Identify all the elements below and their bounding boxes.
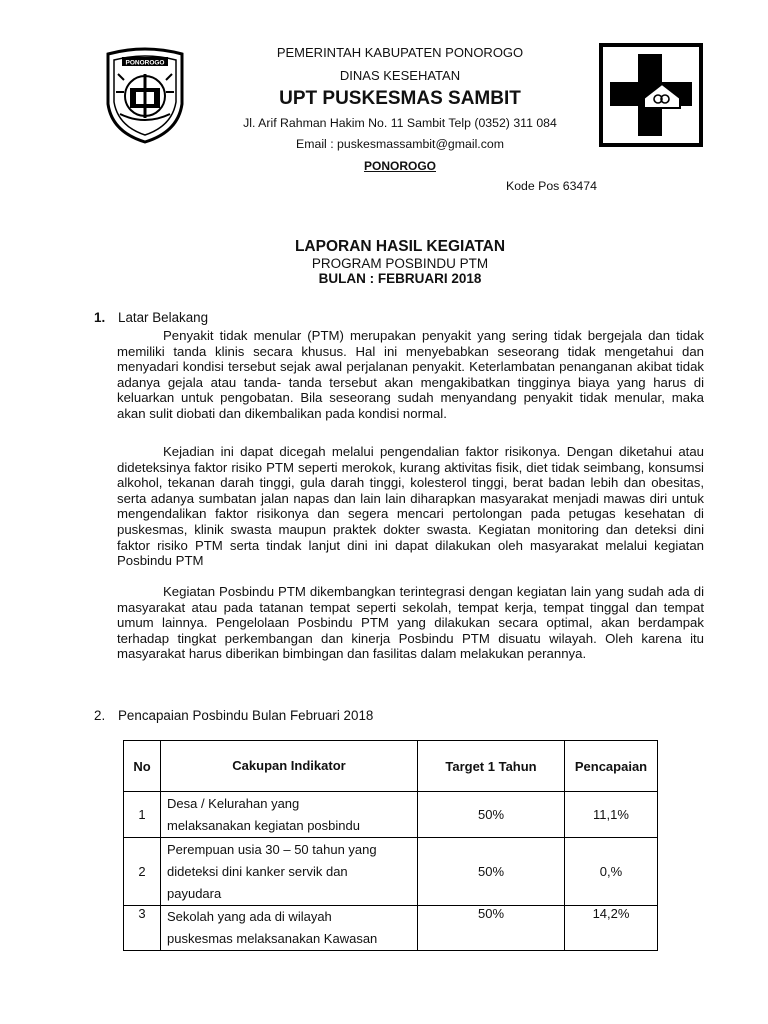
- section-1-title: Latar Belakang: [118, 310, 209, 325]
- achievement-cell: 0,%: [565, 838, 658, 906]
- achievement-cell: 14,2%: [565, 906, 658, 951]
- paragraph-3: Kegiatan Posbindu PTM dikembangkan terintegrasi dengan kegiatan lain yang sudah ada di masyarakat atau pada tatanan tempat seperti sekolah, tempat kerja, tempat tinggal dan tempat umum lainnya. Pengelolaan Posbindu PTM yang dilakukan secara optimal, akan berdampak terhadap tingkat perkembangan dan kinerja Posbindu PTM disuatu wilayah. Oleh karena itu masyarakat harus diberikan bimbingan dan fasilitas dalam melakukan perannya.: [117, 584, 704, 662]
- section-1-number: 1.: [94, 310, 106, 325]
- government-name: PEMERINTAH KABUPATEN PONOROGO: [276, 45, 524, 60]
- row-number: 1: [124, 792, 161, 838]
- indicator-line: Desa / Kelurahan yang: [167, 795, 300, 811]
- indicator-cell: [161, 906, 418, 951]
- column-header-indicator: Cakupan Indikator: [161, 741, 418, 792]
- column-header-no: No: [124, 741, 161, 792]
- indicator-cell: [161, 838, 418, 906]
- indicator-line: melaksanakan kegiatan posbindu: [167, 817, 360, 833]
- email-address: Email : puskesmassambit@gmail.com: [296, 137, 504, 151]
- indicator-line: Sekolah yang ada di wilayah: [167, 909, 332, 924]
- table-row: [124, 906, 658, 951]
- row-number: 3: [124, 906, 161, 951]
- paragraph-1: Penyakit tidak menular (PTM) merupakan penyakit yang sering tidak bergejala dan tidak memiliki tanda klinis secara khusus. Hal ini menyebabkan seseorang tidak mengetahui dan menyadari kondisi tersebut sejak awal perjalanan penyakit. Keterlambatan penanganan akibat tidak adanya gejala atau tanda- tanda tersebut akan mengakibatkan tingginya biaya yang harus di keluarkan untuk pengobatan. Bila seseorang sudah menyandang penyakit tidak menular, maka akan sulit diobati dan dikembalikan pada kondisi normal.: [117, 328, 704, 421]
- logo-caption: PONOROGO: [125, 59, 165, 67]
- puskesmas-logo: [598, 42, 704, 148]
- table-header-row: [124, 741, 658, 792]
- address: Jl. Arif Rahman Hakim No. 11 Sambit Telp (0352) 311 084: [243, 116, 557, 130]
- indicator-line: puskesmas melaksanakan Kawasan: [167, 931, 378, 946]
- report-title: LAPORAN HASIL KEGIATAN: [294, 238, 506, 255]
- ponorogo-emblem-logo: [100, 44, 190, 144]
- row-number: 2: [124, 838, 161, 906]
- column-header-achievement: Pencapaian: [565, 741, 658, 792]
- report-subtitle: PROGRAM POSBINDU PTM: [311, 256, 489, 271]
- city-name: PONOROGO: [363, 159, 436, 173]
- section-2-number: 2.: [94, 708, 106, 723]
- puskesmas-name: UPT PUSKESMAS SAMBIT: [279, 88, 521, 109]
- target-cell: 50%: [418, 838, 565, 906]
- achievement-table: [123, 740, 658, 951]
- section-2-title: Pencapaian Posbindu Bulan Februari 2018: [118, 708, 374, 723]
- target-cell: 50%: [418, 792, 565, 838]
- medical-cross-icon: [598, 42, 704, 148]
- achievement-cell: 11,1%: [565, 792, 658, 838]
- postcode: Kode Pos 63474: [506, 179, 597, 193]
- column-header-target: Target 1 Tahun: [418, 741, 565, 792]
- indicator-line: Perempuan usia 30 – 50 tahun yang: [167, 841, 377, 857]
- target-cell: 50%: [418, 906, 565, 951]
- indicator-cell: [161, 792, 418, 838]
- paragraph-2: Kejadian ini dapat dicegah melalui pengendalian faktor risikonya. Dengan diketahui atau dideteksinya faktor risiko PTM seperti merokok, kurang aktivitas fisik, diet tidak seimbang, konsumsi alkohol, tekanan darah tinggi, gula darah tinggi, kolesterol tinggi, berat badan lebih dan obesitas, serta adanya sumbatan jalan napas dan lain lain diharapkan masyarakat menjadi mawas diri untuk mengendalikan faktor risikonya dan segera mencari pertolongan pada petugas kesehatan di puskesmas, klinik swasta maupun praktek dokter swasta. Kegiatan monitoring dan deteksi dini faktor risiko PTM serta tindak lanjut dini ini dapat dilakukan oleh masyarakat melalui kegiatan Posbindu PTM: [117, 444, 704, 569]
- department-name: DINAS KESEHATAN: [339, 68, 461, 83]
- table-row: [124, 792, 658, 838]
- report-period: BULAN : FEBRUARI 2018: [318, 271, 482, 286]
- indicator-line: payudara: [167, 885, 222, 901]
- indicator-line: dideteksi dini kanker servik dan: [167, 863, 348, 879]
- table-row: [124, 838, 658, 906]
- shield-emblem-icon: [100, 44, 190, 144]
